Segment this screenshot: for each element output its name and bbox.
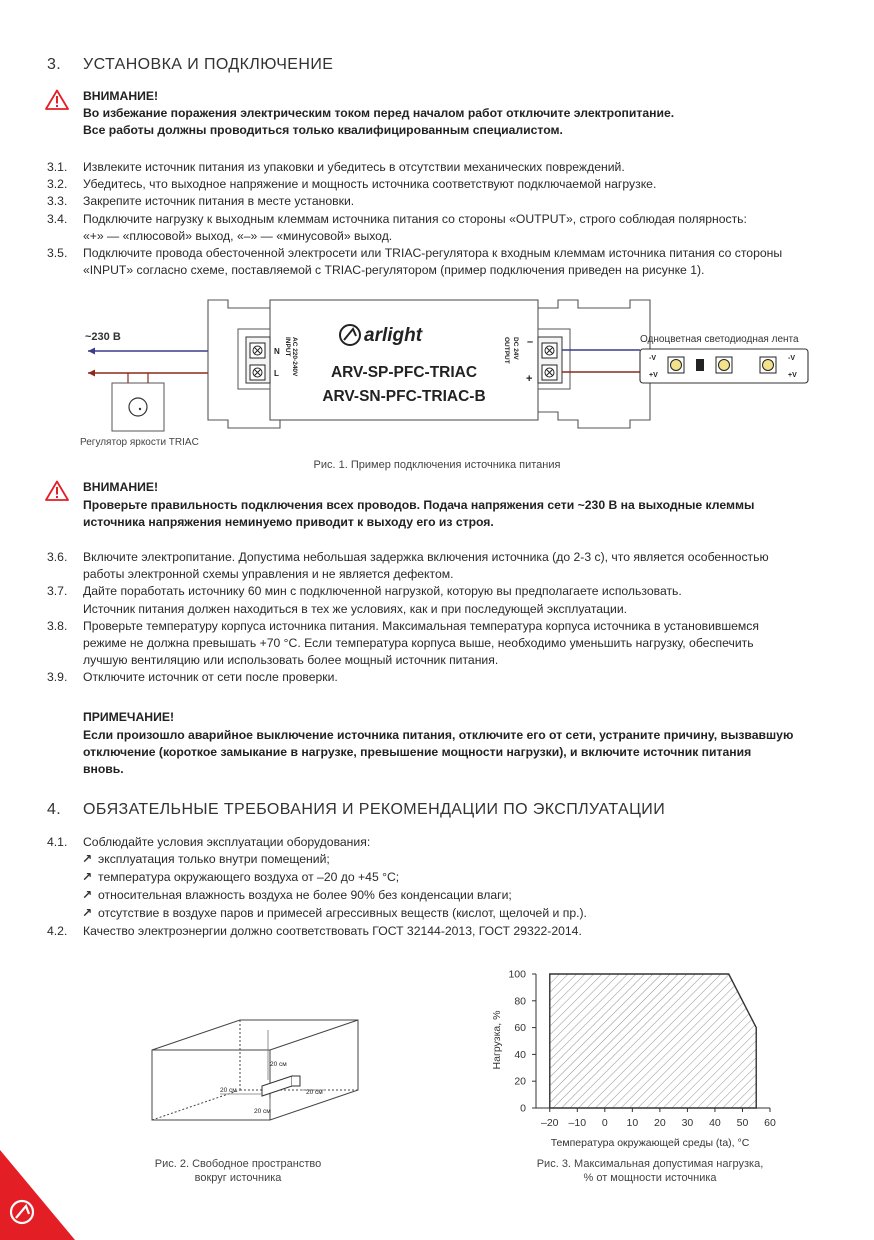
led-icon — [716, 357, 732, 373]
item-number: 3.6. — [47, 550, 68, 564]
section-3-heading — [47, 56, 333, 74]
output-minus-label: – — [527, 336, 534, 348]
arrow-left-icon — [88, 370, 95, 377]
output-voltage-label: DC 24V — [512, 337, 519, 360]
item-number: 3.2. — [47, 177, 68, 192]
bullet-item — [82, 869, 399, 886]
item-text: режиме не должна превышать +70 °C. Если температура корпуса выше, необходимо уменьшить нагрузку, обеспечить — [83, 635, 754, 650]
item-text: Убедитесь, что выходное напряжение и мощность источника соответствуют подключаемой нагрузке. — [83, 177, 657, 192]
strip-minus-label-right: -V — [788, 355, 795, 362]
section-4-heading — [47, 801, 665, 819]
figure-2-free-space-diagram — [140, 1010, 370, 1130]
strip-minus-label: -V — [649, 355, 656, 362]
dimmer-knob-dot — [139, 408, 141, 410]
warning-line: источника напряжения неминуемо приводит к выходу его из строя. — [83, 515, 494, 529]
bullet-text: отсутствие в воздухе паров и примесей агрессивных веществ (кислот, щелочей и пр.). — [98, 906, 587, 920]
section-number: 4. — [47, 801, 62, 818]
item-number: 3.7. — [47, 584, 68, 599]
item-text: Отключите источник от сети после проверки. — [83, 670, 338, 685]
input-l-label: L — [274, 369, 279, 378]
dim-left: 20 см — [220, 1087, 237, 1094]
bullet-arrow-icon: ↗ — [82, 906, 93, 920]
item-number: 4.1. — [47, 835, 68, 849]
x-tick-label: 30 — [681, 1117, 694, 1129]
strip-plus-label: +V — [649, 372, 658, 379]
section-number: 3. — [47, 56, 62, 73]
warning-icon — [45, 480, 69, 501]
item-number: 3.3. — [47, 194, 68, 209]
figure-3-load-chart — [480, 960, 780, 1155]
model-line-1: ARV-SP-PFC-TRIAC — [330, 364, 478, 381]
warning-icon — [45, 89, 69, 110]
arrow-left-icon — [88, 348, 95, 355]
dimmer-label: Регулятор яркости TRIAC — [80, 437, 199, 448]
warning-text — [83, 105, 674, 139]
caption-line: вокруг источника — [194, 1172, 282, 1184]
bullet-arrow-icon: ↗ — [82, 870, 93, 884]
note-title: ПРИМЕЧАНИЕ! — [83, 710, 175, 724]
terminal-l-icon — [250, 365, 265, 380]
led-strip-label: Одноцветная светодиодная лента — [640, 334, 799, 345]
led-icon — [760, 357, 776, 373]
bullet-item — [82, 851, 330, 868]
terminal-plus-icon — [542, 365, 557, 380]
figure-3-caption — [520, 1157, 780, 1185]
section-title: УСТАНОВКА И ПОДКЛЮЧЕНИЕ — [83, 56, 334, 73]
item-number: 4.2. — [47, 924, 68, 938]
warning-title: ВНИМАНИЕ! — [83, 89, 159, 103]
bullet-item — [82, 887, 512, 904]
x-tick-label: 20 — [654, 1117, 666, 1129]
item-number: 3.9. — [47, 670, 68, 685]
dim-bottom: 20 см — [254, 1108, 271, 1115]
figure-2-caption — [138, 1157, 338, 1185]
item-text: Подключите нагрузку к выходным клеммам источника питания со стороны «OUTPUT», строго соблюдая полярность: — [83, 211, 747, 226]
item-text: Качество электроэнергии должно соответствовать ГОСТ 32144-2013, ГОСТ 29322-2014. — [83, 924, 582, 938]
item-number: 3.5. — [47, 246, 68, 260]
terminal-n-icon — [250, 343, 265, 358]
x-tick-label: –10 — [568, 1117, 587, 1129]
dimmer-box — [112, 383, 164, 431]
item-text: Закрепите источник питания в месте установки. — [83, 194, 355, 209]
warning-2-text — [83, 497, 754, 531]
item-text: Включите электропитание. Допустима небольшая задержка включения источника (до 2-3 с), что является особенностью — [83, 550, 769, 564]
x-tick-label: 10 — [626, 1117, 639, 1129]
item-text: «INPUT» согласно схеме, поставляемой с TRIAC-регулятором (пример подключения приведен на рисунке 1). — [83, 263, 705, 278]
item-text: Дайте поработать источнику 60 мин с подключенной нагрузкой, которую вы предполагаете использовать. — [83, 584, 682, 599]
bullet-text: эксплуатация только внутри помещений; — [98, 852, 330, 866]
warning-line: Во избежание поражения электрическим током перед началом работ отключите электропитание. — [83, 106, 675, 120]
input-n-label: N — [274, 347, 280, 356]
bullet-text: относительная влажность воздуха не более 90% без конденсации влаги; — [98, 888, 512, 902]
x-tick-label: 0 — [601, 1117, 608, 1129]
item-text: «+» — «плюсовой» выход, «–» — «минусовой» выход. — [83, 228, 393, 243]
note-line: Если произошло аварийное выключение источника питания, отключите его от сети, устраните причину, вызвавшую — [83, 728, 794, 742]
input-label: INPUT — [284, 337, 291, 357]
bullet-arrow-icon: ↗ — [82, 852, 93, 866]
caption-line: Рис. 3. Максимальная допустимая нагрузка, — [536, 1158, 764, 1170]
x-tick-label: 40 — [709, 1117, 721, 1129]
x-tick-label: 60 — [764, 1117, 776, 1129]
led-icon — [668, 357, 684, 373]
output-label: OUTPUT — [503, 337, 510, 364]
section-title: ОБЯЗАТЕЛЬНЫЕ ТРЕБОВАНИЯ И РЕКОМЕНДАЦИИ ПО ЭКСПЛУАТАЦИИ — [83, 801, 666, 818]
x-tick-label: –20 — [540, 1117, 559, 1129]
note-line: отключение (короткое замыкание в нагрузке, превышение мощности нагрузки), и включите источник питания — [83, 745, 752, 759]
corner-brand-mark — [0, 1150, 80, 1240]
bullet-item — [82, 905, 587, 922]
terminal-minus-icon — [542, 343, 557, 358]
warning-2-title: ВНИМАНИЕ! — [83, 480, 159, 494]
strip-plus-label-right: +V — [788, 372, 797, 379]
warning-line: Все работы должны проводиться только квалифицированным специалистом. — [83, 123, 563, 137]
item-text: лучшую вентиляцию или использовать более мощный источник питания. — [83, 653, 499, 668]
bullet-text: температура окружающего воздуха от –20 до +45 °C; — [98, 870, 400, 884]
y-tick-label: 60 — [514, 1022, 526, 1035]
item-text: Извлеките источник питания из упаковки и убедитесь в отсутствии механических повреждений. — [83, 160, 625, 174]
bullet-arrow-icon: ↗ — [82, 888, 93, 902]
y-tick-label: 20 — [514, 1075, 526, 1088]
power-supply-block — [262, 1076, 292, 1096]
y-tick-label: 100 — [508, 968, 526, 981]
item-text: работы электронной схемы управления и не является дефектом. — [83, 567, 454, 582]
model-line-2: ARV-SN-PFC-TRIAC-B — [322, 388, 486, 405]
mains-label: ~230 В — [85, 331, 121, 343]
figure-1-caption: Рис. 1. Пример подключения источника питания — [313, 459, 561, 471]
item-text: Источник питания должен находиться в тех же условиях, как и при последующей эксплуатации. — [83, 601, 628, 616]
warning-line: Проверьте правильность подключения всех проводов. Подача напряжения сети ~230 В на выходные клеммы — [83, 498, 755, 512]
figure-1-wiring-diagram — [60, 295, 820, 455]
box-outline — [152, 1020, 358, 1120]
caption-line: % от мощности источника — [583, 1172, 717, 1184]
y-tick-label: 80 — [514, 995, 526, 1008]
y-tick-label: 0 — [520, 1102, 526, 1115]
output-plus-label: + — [526, 373, 533, 385]
caption-line: Рис. 2. Свободное пространство — [154, 1158, 322, 1170]
item-text: Проверьте температуру корпуса источника питания. Максимальная температура корпуса источника в установившемся — [83, 618, 759, 633]
dim-right: 20 см — [306, 1089, 323, 1096]
x-axis-label: Температура окружающей среды (ta), °C — [550, 1137, 750, 1149]
item-number: 3.1. — [47, 160, 68, 174]
note-text — [83, 727, 793, 778]
dim-top: 20 см — [270, 1061, 287, 1068]
input-voltage-label: AC 220-240V — [291, 337, 298, 377]
resistor-icon — [696, 359, 704, 371]
y-axis-label: Нагрузка, % — [491, 1010, 503, 1070]
note-line: вновь. — [83, 762, 124, 776]
item-number: 3.8. — [47, 618, 68, 633]
item-text: Подключите провода обесточенной электросети или TRIAC-регулятора к входным клеммам источника питания со стороны — [83, 246, 783, 260]
x-tick-label: 50 — [736, 1117, 749, 1129]
item-text: Соблюдайте условия эксплуатации оборудования: — [83, 835, 371, 849]
brand-logo-text: arlight — [364, 325, 423, 346]
item-number: 3.4. — [47, 211, 68, 226]
load-area — [550, 974, 756, 1108]
y-tick-label: 40 — [514, 1048, 526, 1061]
